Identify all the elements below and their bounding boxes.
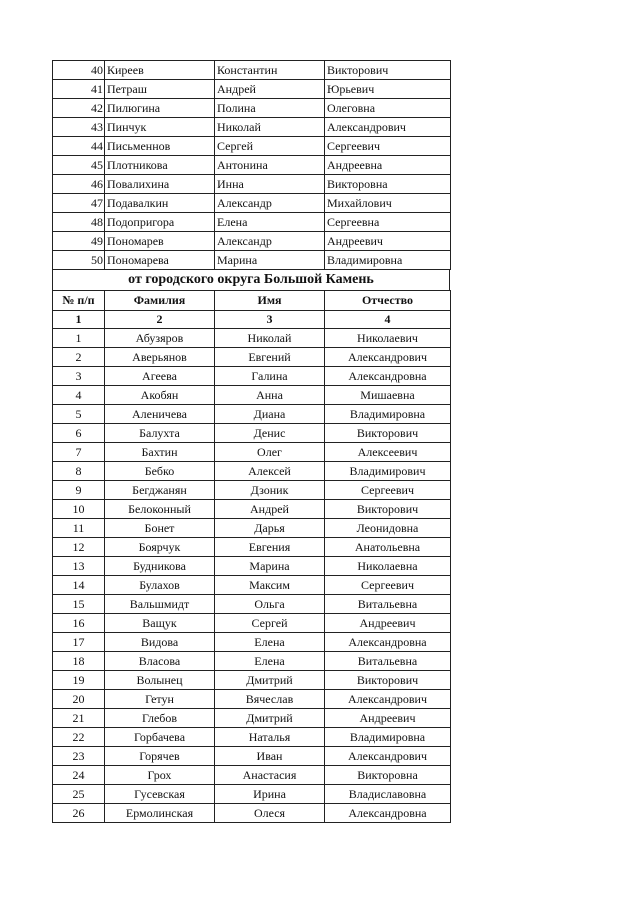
last-name-cell: Власова [105, 652, 215, 671]
last-name-cell: Киреев [105, 61, 215, 80]
table-row [53, 766, 451, 785]
first-name-cell: Анна [215, 386, 325, 405]
table-row [53, 118, 451, 137]
row-number: 9 [53, 481, 105, 500]
first-name-cell: Николай [215, 118, 325, 137]
first-name-cell: Антонина [215, 156, 325, 175]
row-number: 24 [53, 766, 105, 785]
table-row [53, 213, 451, 232]
patronymic-cell: Александрович [325, 348, 451, 367]
last-name-cell: Пинчук [105, 118, 215, 137]
header-number: № п/п [53, 291, 105, 311]
patronymic-cell: Владимирович [325, 462, 451, 481]
last-name-cell: Ермолинская [105, 804, 215, 823]
table-row [53, 443, 451, 462]
header-last-name: Фамилия [105, 291, 215, 311]
first-name-cell: Константин [215, 61, 325, 80]
patronymic-cell: Владимировна [325, 251, 451, 270]
top-name-table [52, 60, 451, 270]
last-name-cell: Бегджанян [105, 481, 215, 500]
row-number: 10 [53, 500, 105, 519]
table-row [53, 633, 451, 652]
row-number: 43 [53, 118, 105, 137]
first-name-cell: Максим [215, 576, 325, 595]
first-name-cell: Анастасия [215, 766, 325, 785]
last-name-cell: Вальшмидт [105, 595, 215, 614]
first-name-cell: Александр [215, 232, 325, 251]
first-name-cell: Евгений [215, 348, 325, 367]
patronymic-cell: Александровна [325, 804, 451, 823]
patronymic-cell: Алексеевич [325, 443, 451, 462]
last-name-cell: Бахтин [105, 443, 215, 462]
first-name-cell: Евгения [215, 538, 325, 557]
row-number: 1 [53, 329, 105, 348]
last-name-cell: Будникова [105, 557, 215, 576]
first-name-cell: Андрей [215, 80, 325, 99]
first-name-cell: Елена [215, 633, 325, 652]
table-row [53, 481, 451, 500]
first-name-cell: Андрей [215, 500, 325, 519]
first-name-cell: Алексей [215, 462, 325, 481]
first-name-cell: Олег [215, 443, 325, 462]
row-number: 40 [53, 61, 105, 80]
table-row [53, 367, 451, 386]
first-name-cell: Марина [215, 251, 325, 270]
last-name-cell: Бебко [105, 462, 215, 481]
patronymic-cell: Александровна [325, 367, 451, 386]
row-number: 7 [53, 443, 105, 462]
table-row [53, 405, 451, 424]
patronymic-cell: Юрьевич [325, 80, 451, 99]
last-name-cell: Подавалкин [105, 194, 215, 213]
last-name-cell: Белоконный [105, 500, 215, 519]
last-name-cell: Волынец [105, 671, 215, 690]
first-name-cell: Денис [215, 424, 325, 443]
first-name-cell: Елена [215, 213, 325, 232]
first-name-cell: Дмитрий [215, 709, 325, 728]
row-number: 3 [53, 367, 105, 386]
row-number: 8 [53, 462, 105, 481]
row-number: 19 [53, 671, 105, 690]
table-row [53, 99, 451, 118]
patronymic-cell: Николаевна [325, 557, 451, 576]
first-name-cell: Ирина [215, 785, 325, 804]
last-name-cell: Булахов [105, 576, 215, 595]
row-number: 6 [53, 424, 105, 443]
patronymic-cell: Сергеевич [325, 576, 451, 595]
patronymic-cell: Михайлович [325, 194, 451, 213]
row-number: 18 [53, 652, 105, 671]
row-number: 41 [53, 80, 105, 99]
row-number: 13 [53, 557, 105, 576]
header-index: 2 [105, 311, 215, 329]
table-row [53, 614, 451, 633]
row-number: 48 [53, 213, 105, 232]
row-number: 21 [53, 709, 105, 728]
row-number: 42 [53, 99, 105, 118]
row-number: 2 [53, 348, 105, 367]
header-row [53, 291, 451, 311]
table-row [53, 156, 451, 175]
section-caption: от городского округа Большой Камень [52, 270, 450, 290]
first-name-cell: Дмитрий [215, 671, 325, 690]
last-name-cell: Глебов [105, 709, 215, 728]
last-name-cell: Пономарева [105, 251, 215, 270]
first-name-cell: Инна [215, 175, 325, 194]
first-name-cell: Елена [215, 652, 325, 671]
row-number: 25 [53, 785, 105, 804]
patronymic-cell: Витальевна [325, 595, 451, 614]
patronymic-cell: Владимировна [325, 405, 451, 424]
first-name-cell: Наталья [215, 728, 325, 747]
patronymic-cell: Леонидовна [325, 519, 451, 538]
table-row [53, 232, 451, 251]
table-row [53, 462, 451, 481]
header-index: 3 [215, 311, 325, 329]
patronymic-cell: Сергеевич [325, 481, 451, 500]
table-row [53, 652, 451, 671]
row-number: 12 [53, 538, 105, 557]
patronymic-cell: Викторович [325, 671, 451, 690]
table-row [53, 329, 451, 348]
last-name-cell: Пилюгина [105, 99, 215, 118]
first-name-cell: Олеся [215, 804, 325, 823]
last-name-cell: Гусевская [105, 785, 215, 804]
last-name-cell: Плотникова [105, 156, 215, 175]
first-name-cell: Иван [215, 747, 325, 766]
name-table [52, 290, 451, 823]
table-row [53, 500, 451, 519]
patronymic-cell: Александрович [325, 118, 451, 137]
patronymic-cell: Александрович [325, 690, 451, 709]
patronymic-cell: Андреевич [325, 232, 451, 251]
row-number: 15 [53, 595, 105, 614]
table-row [53, 728, 451, 747]
last-name-cell: Боярчук [105, 538, 215, 557]
first-name-cell: Полина [215, 99, 325, 118]
patronymic-cell: Анатольевна [325, 538, 451, 557]
row-number: 14 [53, 576, 105, 595]
table-row [53, 348, 451, 367]
first-name-cell: Дзоник [215, 481, 325, 500]
first-name-cell: Сергей [215, 614, 325, 633]
patronymic-cell: Сергеевич [325, 137, 451, 156]
table-row [53, 194, 451, 213]
table-row [53, 61, 451, 80]
patronymic-cell: Андреевич [325, 614, 451, 633]
first-name-cell: Диана [215, 405, 325, 424]
patronymic-cell: Андреевна [325, 156, 451, 175]
patronymic-cell: Витальевна [325, 652, 451, 671]
last-name-cell: Ващук [105, 614, 215, 633]
patronymic-cell: Владимировна [325, 728, 451, 747]
patronymic-cell: Викторовна [325, 766, 451, 785]
last-name-cell: Абузяров [105, 329, 215, 348]
last-name-cell: Письменнов [105, 137, 215, 156]
table-row [53, 747, 451, 766]
row-number: 23 [53, 747, 105, 766]
first-name-cell: Галина [215, 367, 325, 386]
first-name-cell: Вячеслав [215, 690, 325, 709]
row-number: 47 [53, 194, 105, 213]
first-name-cell: Ольга [215, 595, 325, 614]
last-name-cell: Петраш [105, 80, 215, 99]
last-name-cell: Горбачева [105, 728, 215, 747]
patronymic-cell: Александрович [325, 747, 451, 766]
row-number: 49 [53, 232, 105, 251]
row-number: 11 [53, 519, 105, 538]
first-name-cell: Александр [215, 194, 325, 213]
row-number: 16 [53, 614, 105, 633]
table-row [53, 690, 451, 709]
table-row [53, 595, 451, 614]
last-name-cell: Подопригора [105, 213, 215, 232]
header-index: 1 [53, 311, 105, 329]
table-row [53, 671, 451, 690]
patronymic-cell: Владиславовна [325, 785, 451, 804]
last-name-cell: Горячев [105, 747, 215, 766]
table-row [53, 137, 451, 156]
row-number: 44 [53, 137, 105, 156]
table-row [53, 424, 451, 443]
table-row [53, 804, 451, 823]
last-name-cell: Пономарев [105, 232, 215, 251]
last-name-cell: Акобян [105, 386, 215, 405]
row-number: 22 [53, 728, 105, 747]
patronymic-cell: Николаевич [325, 329, 451, 348]
last-name-cell: Грох [105, 766, 215, 785]
last-name-cell: Повалихина [105, 175, 215, 194]
row-number: 20 [53, 690, 105, 709]
first-name-cell: Николай [215, 329, 325, 348]
first-name-cell: Марина [215, 557, 325, 576]
table-row [53, 576, 451, 595]
last-name-cell: Бонет [105, 519, 215, 538]
table-row [53, 785, 451, 804]
header-index: 4 [325, 311, 451, 329]
last-name-cell: Гетун [105, 690, 215, 709]
row-number: 46 [53, 175, 105, 194]
last-name-cell: Аленичева [105, 405, 215, 424]
last-name-cell: Агеева [105, 367, 215, 386]
last-name-cell: Балухта [105, 424, 215, 443]
patronymic-cell: Мишаевна [325, 386, 451, 405]
table-row [53, 557, 451, 576]
name-table-body [53, 291, 451, 823]
row-number: 4 [53, 386, 105, 405]
last-name-cell: Видова [105, 633, 215, 652]
row-number: 50 [53, 251, 105, 270]
row-number: 26 [53, 804, 105, 823]
table-row [53, 709, 451, 728]
row-number: 45 [53, 156, 105, 175]
first-name-cell: Сергей [215, 137, 325, 156]
patronymic-cell: Викторович [325, 424, 451, 443]
patronymic-cell: Андреевич [325, 709, 451, 728]
table-row [53, 386, 451, 405]
table-row [53, 175, 451, 194]
first-name-cell: Дарья [215, 519, 325, 538]
table-row [53, 80, 451, 99]
top-table-body [53, 61, 451, 270]
patronymic-cell: Сергеевна [325, 213, 451, 232]
table-row [53, 519, 451, 538]
patronymic-cell: Викторович [325, 500, 451, 519]
patronymic-cell: Олеговна [325, 99, 451, 118]
last-name-cell: Аверьянов [105, 348, 215, 367]
table-row [53, 538, 451, 557]
header-first-name: Имя [215, 291, 325, 311]
patronymic-cell: Александровна [325, 633, 451, 652]
row-number: 5 [53, 405, 105, 424]
patronymic-cell: Викторович [325, 61, 451, 80]
document-sheet [52, 60, 450, 823]
table-row [53, 251, 451, 270]
header-patronymic: Отчество [325, 291, 451, 311]
header-index-row [53, 311, 451, 329]
patronymic-cell: Викторовна [325, 175, 451, 194]
row-number: 17 [53, 633, 105, 652]
